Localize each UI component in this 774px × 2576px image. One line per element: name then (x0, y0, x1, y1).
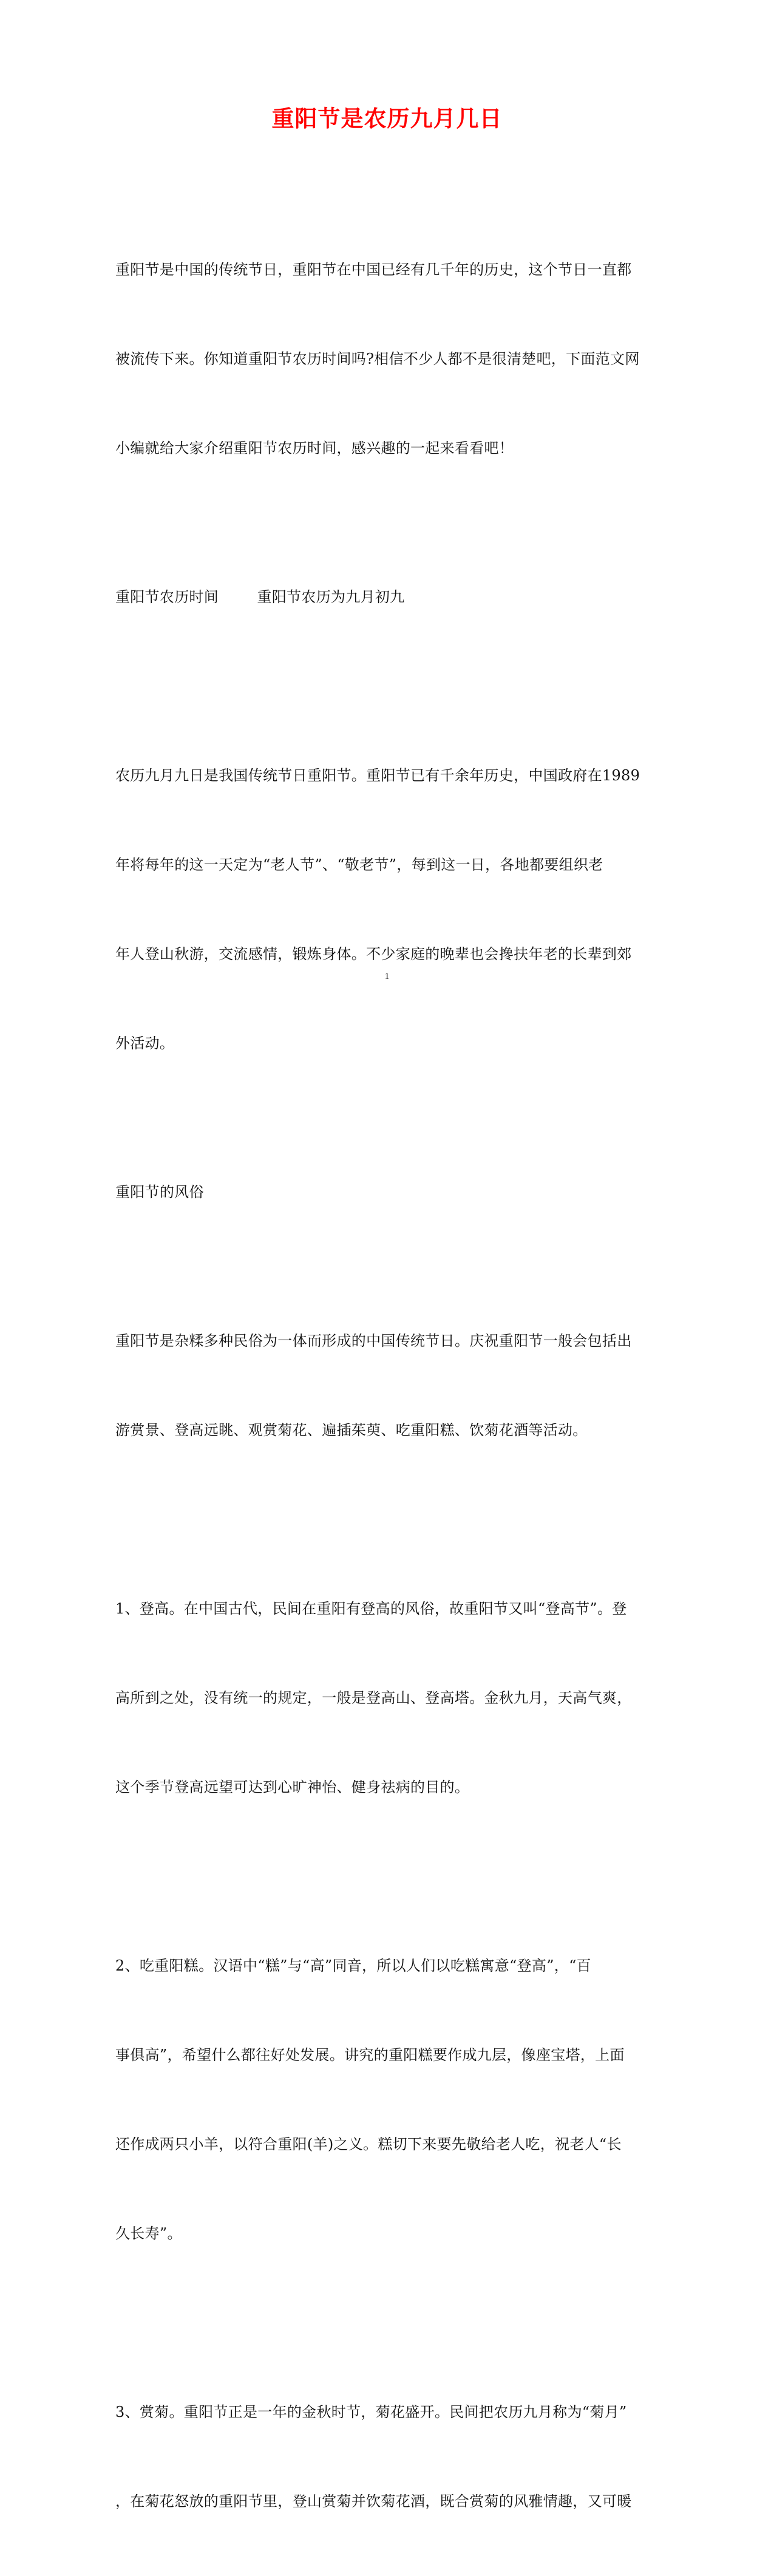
paragraph-gap (115, 2308, 656, 2338)
paragraph-custom-2 (115, 1892, 656, 2308)
paragraph-gap (115, 1862, 656, 1892)
paragraph-lunar-date (115, 523, 656, 672)
text-line: 这个季节登高远望可达到心旷神怡、健身祛病的目的。 (115, 1779, 470, 1796)
text-line: 1、登高。在中国古代，民间在重阳有登高的风俗，故重阳节又叫“登高节”。登 (115, 1600, 627, 1617)
text-line: 重阳节的风俗 (115, 1184, 204, 1201)
paragraph-gap (115, 1505, 656, 1535)
page-number: 1 (384, 972, 390, 981)
paragraph-gap (115, 672, 656, 701)
text-line: 年人登山秋游，交流感情，锻炼身体。不少家庭的晚辈也会搀扶年老的长辈到郊 (115, 946, 632, 963)
text-line: 小编就给大家介绍重阳节农历时间，感兴趣的一起来看看吧！ (115, 440, 514, 457)
document-title: 重阳节是农历九月几日 (271, 105, 503, 132)
text-line: 还作成两只小羊，以符合重阳(羊)之义。糕切下来要先敬给老人吃，祝老人“长 (115, 2136, 622, 2153)
text-line: 游赏景、登高远眺、观赏菊花、遍插茱萸、吃重阳糕、饮菊花酒等活动。 (115, 1422, 588, 1439)
text-line: 重阳节农历时间 重阳节农历为九月初九 (115, 588, 405, 605)
text-line: 农历九月九日是我国传统节日重阳节。重阳节已有千余年历史，中国政府在1989 (115, 767, 640, 784)
text-line: 久长寿”。 (115, 2225, 182, 2242)
text-line: 高所到之处，没有统一的规定，一般是登高山、登高塔。金秋九月，天高气爽， (115, 1689, 632, 1706)
text-line: 2、吃重阳糕。汉语中“糕”与“高”同音，所以人们以吃糕寓意“登高”，“百 (115, 1957, 591, 1974)
text-line: 重阳节是中国的传统节日，重阳节在中国已经有几千年的历史，这个节日一直都 (115, 261, 632, 278)
paragraph-custom-3 (115, 2338, 656, 2576)
text-line: 事俱高”，希望什么都往好处发展。讲究的重阳糕要作成九层，像座宝塔，上面 (115, 2046, 625, 2063)
text-line: 年将每年的这一天定为“老人节”、“敬老节”，每到这一日，各地都要组织老 (115, 856, 603, 873)
paragraph-customs-intro (115, 1267, 656, 1505)
document-body (115, 196, 656, 2576)
text-line: 重阳节是杂糅多种民俗为一体而形成的中国传统节日。庆祝重阳节一般会包括出 (115, 1332, 632, 1349)
text-line: 3、赏菊。重阳节正是一年的金秋时节，菊花盛开。民间把农历九月称为“菊月” (115, 2404, 627, 2421)
paragraph-history (115, 701, 656, 1118)
text-line: ，在菊花怒放的重阳节里，登山赏菊并饮菊花酒，既合赏菊的风雅情趣，又可暖 (115, 2493, 632, 2510)
paragraph-intro (115, 196, 656, 523)
text-line: 被流传下来。你知道重阳节农历时间吗?相信不少人都不是很清楚吧，下面范文网 (115, 350, 640, 367)
paragraph-custom-1 (115, 1535, 656, 1862)
text-line: 外活动。 (115, 1035, 175, 1052)
section-heading-customs (115, 1118, 656, 1267)
